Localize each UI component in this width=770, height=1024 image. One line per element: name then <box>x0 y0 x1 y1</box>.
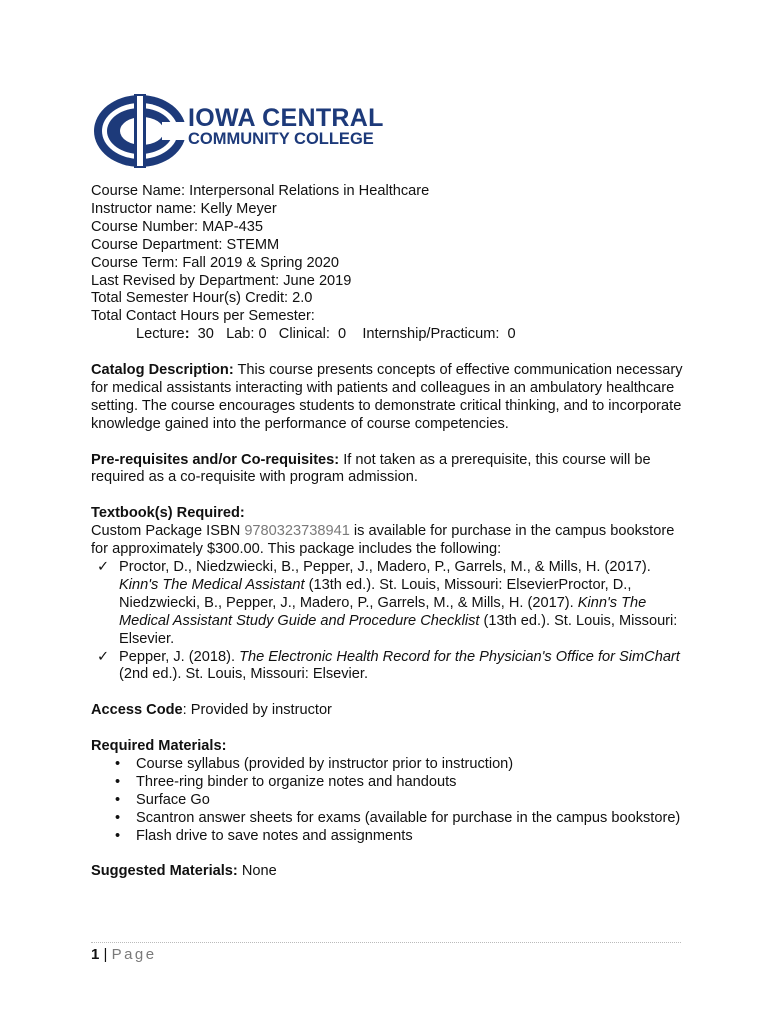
prereq-text: If not taken as a prerequisite, this course will be required as a co-requisite with program admission. <box>91 451 651 486</box>
prerequisites <box>91 452 691 488</box>
footer-divider <box>91 942 681 943</box>
contact-hours-heading: Total Contact Hours per Semester: <box>91 308 315 325</box>
page-number: 1 <box>91 946 100 963</box>
catalog-text: This course presents concepts of effective communication necessary for medical assistants interacting with patients and colleagues in an ambulatory healthcare setting. The course encourages students to demonstrate critical thinking, and to incorporate knowledge gained into the performance of course competencies. <box>91 362 683 432</box>
bullet-icon: • <box>115 773 121 790</box>
isbn-link[interactable]: 9780323738941 <box>244 523 350 540</box>
required-materials-heading: Required Materials: <box>91 738 227 755</box>
catalog-description <box>91 362 691 434</box>
required-materials-list <box>91 756 691 846</box>
textbook-list <box>91 559 691 684</box>
lecture-label: Lecture <box>136 326 185 343</box>
logo-wordmark-line1: IOWA CENTRAL <box>188 104 384 132</box>
textbook-package-intro: Custom Package ISBN 9780323738941 is available for purchase in the campus bookstore for approximately $300.00. This package includes the following: <box>91 523 675 558</box>
catalog-label: Catalog Description: <box>91 362 234 379</box>
checkmark-icon: ✓ <box>97 648 110 665</box>
page-footer <box>91 946 157 963</box>
bullet-icon: • <box>115 791 121 808</box>
syllabus-content <box>91 183 691 881</box>
list-item: • Surface Go <box>115 791 210 808</box>
prereq-label: Pre-requisites and/or Co-requisites: <box>91 451 340 468</box>
last-revised: Last Revised by Department: June 2019 <box>91 272 352 289</box>
list-item: • Three-ring binder to organize notes and handouts <box>115 773 457 790</box>
bullet-icon: • <box>115 755 121 772</box>
course-term: Course Term: Fall 2019 & Spring 2020 <box>91 254 339 271</box>
course-department: Course Department: STEMM <box>91 236 280 253</box>
list-item: • Flash drive to save notes and assignments <box>115 827 413 844</box>
hours-values: 30 Lab: 0 Clinical: 0 Internship/Practicum: 0 <box>189 326 516 343</box>
suggested-materials: Suggested Materials: None <box>91 863 277 880</box>
textbook-item: ✓ Pepper, J. (2018). The Electronic Health Record for the Physician's Office for SimChart (2nd ed.). St. Louis, Missouri: Elsevier. <box>97 648 680 683</box>
list-item: • Scantron answer sheets for exams (available for purchase in the campus bookstore) <box>115 809 681 826</box>
logo-wordmark-line2: COMMUNITY COLLEGE <box>188 130 374 148</box>
lecture-colon: : <box>184 326 190 343</box>
access-code: Access Code: Provided by instructor <box>91 702 332 719</box>
checkmark-icon: ✓ <box>97 558 110 575</box>
instructor-name: Instructor name: Kelly Meyer <box>91 200 277 217</box>
list-item: • Course syllabus (provided by instructor prior to instruction) <box>115 755 514 772</box>
footer-separator: | <box>99 946 112 963</box>
page-label: Page <box>111 946 157 963</box>
textbook-item: ✓ Proctor, D., Niedzwiecki, B., Pepper, J., Madero, P., Garrels, M., & Mills, H. (2017). Kinn's The Medical Assistant (13th ed.). St. Louis, Missouri: ElsevierProctor, D., Niedzwiecki, B., Pepper, J., Madero, P., Garrels, M., & Mills, H. (2017). Kinn's The Medical Assistant Study Guide and Procedure Checklist (13th ed.). St. Louis, Missouri: Elsevier. <box>97 558 678 647</box>
credit-hours: Total Semester Hour(s) Credit: 2.0 <box>91 290 313 307</box>
bullet-icon: • <box>115 809 121 826</box>
textbooks-heading: Textbook(s) Required: <box>91 505 245 522</box>
course-number: Course Number: MAP-435 <box>91 218 263 235</box>
contact-hours-breakdown <box>91 326 691 344</box>
bullet-icon: • <box>115 827 121 844</box>
course-name: Course Name: Interpersonal Relations in Healthcare <box>91 183 430 199</box>
